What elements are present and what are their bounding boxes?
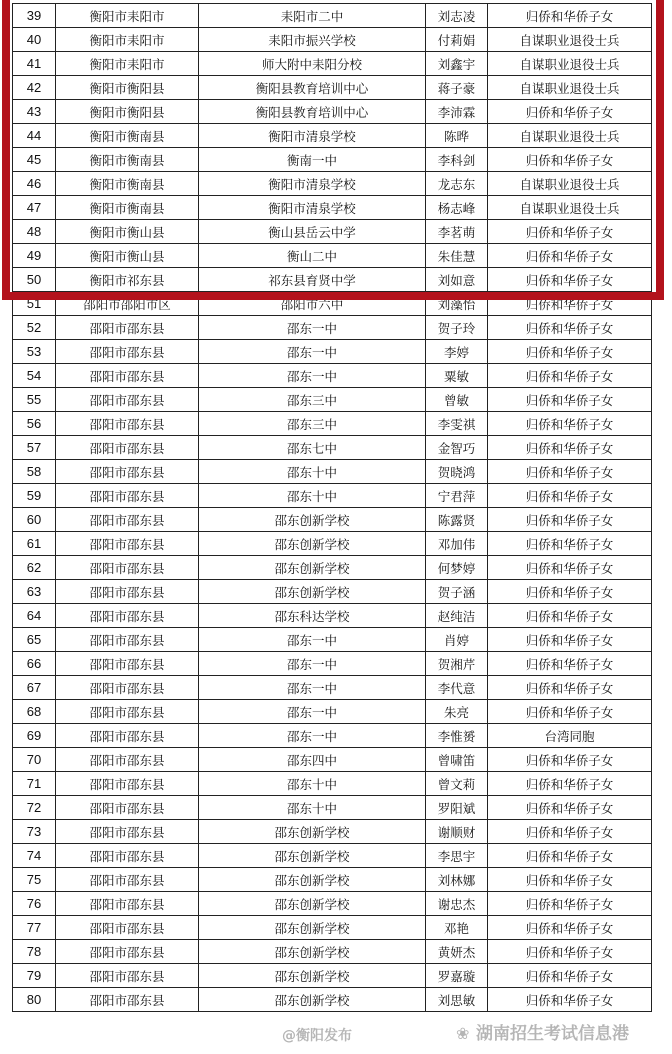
row-number-cell: 74 xyxy=(13,844,56,868)
category-cell: 归侨和华侨子女 xyxy=(488,700,652,724)
table-row xyxy=(13,604,652,628)
row-number-cell: 60 xyxy=(13,508,56,532)
category-cell: 归侨和华侨子女 xyxy=(488,772,652,796)
row-number-cell: 65 xyxy=(13,628,56,652)
school-cell: 邵东一中 xyxy=(199,700,426,724)
row-number-cell: 69 xyxy=(13,724,56,748)
row-number-cell: 45 xyxy=(13,148,56,172)
category-cell: 归侨和华侨子女 xyxy=(488,820,652,844)
row-number-cell: 73 xyxy=(13,820,56,844)
region-cell: 邵阳市邵东县 xyxy=(56,628,199,652)
region-cell: 邵阳市邵东县 xyxy=(56,676,199,700)
row-number-cell: 62 xyxy=(13,556,56,580)
category-cell: 归侨和华侨子女 xyxy=(488,532,652,556)
region-cell: 邵阳市邵东县 xyxy=(56,532,199,556)
region-cell: 衡阳市耒阳市 xyxy=(56,28,199,52)
school-cell: 邵东十中 xyxy=(199,484,426,508)
table-row xyxy=(13,652,652,676)
table-row xyxy=(13,844,652,868)
row-number-cell: 48 xyxy=(13,220,56,244)
student-name-cell: 朱亮 xyxy=(426,700,488,724)
school-cell: 邵东科达学校 xyxy=(199,604,426,628)
category-cell: 自谋职业退役士兵 xyxy=(488,52,652,76)
student-name-cell: 李茗萌 xyxy=(426,220,488,244)
school-cell: 邵东创新学校 xyxy=(199,556,426,580)
student-name-cell: 何梦婷 xyxy=(426,556,488,580)
table-row xyxy=(13,268,652,292)
region-cell: 邵阳市邵东县 xyxy=(56,340,199,364)
row-number-cell: 80 xyxy=(13,988,56,1012)
table-row xyxy=(13,316,652,340)
category-cell: 归侨和华侨子女 xyxy=(488,844,652,868)
table-row xyxy=(13,124,652,148)
category-cell: 归侨和华侨子女 xyxy=(488,508,652,532)
row-number-cell: 41 xyxy=(13,52,56,76)
school-cell: 邵东创新学校 xyxy=(199,532,426,556)
table-row xyxy=(13,436,652,460)
category-cell: 归侨和华侨子女 xyxy=(488,316,652,340)
region-cell: 邵阳市邵东县 xyxy=(56,868,199,892)
school-cell: 邵东一中 xyxy=(199,676,426,700)
student-name-cell: 李惟赟 xyxy=(426,724,488,748)
category-cell: 归侨和华侨子女 xyxy=(488,388,652,412)
school-cell: 邵东创新学校 xyxy=(199,916,426,940)
table-row xyxy=(13,4,652,28)
category-cell: 归侨和华侨子女 xyxy=(488,964,652,988)
region-cell: 邵阳市邵东县 xyxy=(56,652,199,676)
table-row xyxy=(13,412,652,436)
row-number-cell: 42 xyxy=(13,76,56,100)
category-cell: 归侨和华侨子女 xyxy=(488,988,652,1012)
region-cell: 邵阳市邵东县 xyxy=(56,964,199,988)
student-name-cell: 曾文莉 xyxy=(426,772,488,796)
student-name-cell: 贺子涵 xyxy=(426,580,488,604)
school-cell: 邵东十中 xyxy=(199,772,426,796)
row-number-cell: 71 xyxy=(13,772,56,796)
row-number-cell: 75 xyxy=(13,868,56,892)
student-name-cell: 贺湘芹 xyxy=(426,652,488,676)
category-cell: 归侨和华侨子女 xyxy=(488,436,652,460)
student-name-cell: 李雯祺 xyxy=(426,412,488,436)
row-number-cell: 61 xyxy=(13,532,56,556)
table-row xyxy=(13,772,652,796)
table-row xyxy=(13,244,652,268)
school-cell: 衡阳市清泉学校 xyxy=(199,124,426,148)
school-cell: 邵东创新学校 xyxy=(199,892,426,916)
school-cell: 邵东创新学校 xyxy=(199,940,426,964)
row-number-cell: 50 xyxy=(13,268,56,292)
table-row xyxy=(13,100,652,124)
watermark-weibo: @衡阳发布 xyxy=(282,1028,352,1044)
student-name-cell: 金智巧 xyxy=(426,436,488,460)
school-cell: 耒阳市振兴学校 xyxy=(199,28,426,52)
category-cell: 自谋职业退役士兵 xyxy=(488,196,652,220)
row-number-cell: 51 xyxy=(13,292,56,316)
table-row xyxy=(13,388,652,412)
region-cell: 衡阳市衡山县 xyxy=(56,220,199,244)
region-cell: 邵阳市邵东县 xyxy=(56,988,199,1012)
school-cell: 邵东创新学校 xyxy=(199,868,426,892)
region-cell: 邵阳市邵东县 xyxy=(56,820,199,844)
region-cell: 邵阳市邵东县 xyxy=(56,892,199,916)
category-cell: 归侨和华侨子女 xyxy=(488,292,652,316)
region-cell: 邵阳市邵东县 xyxy=(56,556,199,580)
student-name-cell: 曾敏 xyxy=(426,388,488,412)
watermark-source: 湖南招生考试信息港 xyxy=(476,1024,629,1044)
region-cell: 邵阳市邵东县 xyxy=(56,508,199,532)
row-number-cell: 64 xyxy=(13,604,56,628)
row-number-cell: 57 xyxy=(13,436,56,460)
student-name-cell: 李婷 xyxy=(426,340,488,364)
region-cell: 邵阳市邵东县 xyxy=(56,724,199,748)
student-name-cell: 李科剑 xyxy=(426,148,488,172)
row-number-cell: 68 xyxy=(13,700,56,724)
table-row xyxy=(13,892,652,916)
school-cell: 邵东三中 xyxy=(199,412,426,436)
school-cell: 邵阳市六中 xyxy=(199,292,426,316)
school-cell: 邵东四中 xyxy=(199,748,426,772)
school-cell: 邵东一中 xyxy=(199,628,426,652)
table-row xyxy=(13,52,652,76)
school-cell: 衡阳市清泉学校 xyxy=(199,172,426,196)
region-cell: 衡阳市衡阳县 xyxy=(56,76,199,100)
category-cell: 自谋职业退役士兵 xyxy=(488,76,652,100)
table-row xyxy=(13,988,652,1012)
school-cell: 邵东创新学校 xyxy=(199,844,426,868)
table-row xyxy=(13,76,652,100)
row-number-cell: 53 xyxy=(13,340,56,364)
row-number-cell: 67 xyxy=(13,676,56,700)
wechat-icon: ❀ xyxy=(456,1024,470,1043)
category-cell: 归侨和华侨子女 xyxy=(488,940,652,964)
school-cell: 邵东一中 xyxy=(199,364,426,388)
region-cell: 邵阳市邵阳市区 xyxy=(56,292,199,316)
region-cell: 邵阳市邵东县 xyxy=(56,844,199,868)
category-cell: 归侨和华侨子女 xyxy=(488,148,652,172)
student-name-cell: 李沛霖 xyxy=(426,100,488,124)
category-cell: 自谋职业退役士兵 xyxy=(488,124,652,148)
category-cell: 归侨和华侨子女 xyxy=(488,748,652,772)
row-number-cell: 39 xyxy=(13,4,56,28)
region-cell: 邵阳市邵东县 xyxy=(56,772,199,796)
student-name-cell: 贺子玲 xyxy=(426,316,488,340)
row-number-cell: 76 xyxy=(13,892,56,916)
region-cell: 衡阳市衡阳县 xyxy=(56,100,199,124)
category-cell: 归侨和华侨子女 xyxy=(488,580,652,604)
table-row xyxy=(13,724,652,748)
student-name-cell: 陈露贤 xyxy=(426,508,488,532)
student-name-cell: 朱佳慧 xyxy=(426,244,488,268)
category-cell: 归侨和华侨子女 xyxy=(488,484,652,508)
school-cell: 师大附中耒阳分校 xyxy=(199,52,426,76)
student-name-cell: 陈晔 xyxy=(426,124,488,148)
region-cell: 邵阳市邵东县 xyxy=(56,436,199,460)
region-cell: 邵阳市邵东县 xyxy=(56,388,199,412)
category-cell: 归侨和华侨子女 xyxy=(488,268,652,292)
school-cell: 邵东创新学校 xyxy=(199,988,426,1012)
student-name-cell: 付莉娟 xyxy=(426,28,488,52)
table-row xyxy=(13,292,652,316)
category-cell: 台湾同胞 xyxy=(488,724,652,748)
student-name-cell: 邓加伟 xyxy=(426,532,488,556)
student-name-cell: 谢顺财 xyxy=(426,820,488,844)
student-name-cell: 邓艳 xyxy=(426,916,488,940)
region-cell: 邵阳市邵东县 xyxy=(56,604,199,628)
student-name-cell: 赵纯洁 xyxy=(426,604,488,628)
region-cell: 邵阳市邵东县 xyxy=(56,700,199,724)
student-name-cell: 谢忠杰 xyxy=(426,892,488,916)
region-cell: 衡阳市衡南县 xyxy=(56,172,199,196)
region-cell: 邵阳市邵东县 xyxy=(56,460,199,484)
school-cell: 衡山二中 xyxy=(199,244,426,268)
student-name-cell: 刘思敏 xyxy=(426,988,488,1012)
school-cell: 邵东七中 xyxy=(199,436,426,460)
table-row xyxy=(13,364,652,388)
student-name-cell: 刘如意 xyxy=(426,268,488,292)
row-number-cell: 43 xyxy=(13,100,56,124)
table-row xyxy=(13,796,652,820)
school-cell: 邵东创新学校 xyxy=(199,580,426,604)
region-cell: 衡阳市祁东县 xyxy=(56,268,199,292)
school-cell: 邵东一中 xyxy=(199,340,426,364)
table-row xyxy=(13,172,652,196)
row-number-cell: 77 xyxy=(13,916,56,940)
table-row xyxy=(13,556,652,580)
school-cell: 衡山县岳云中学 xyxy=(199,220,426,244)
table-row xyxy=(13,868,652,892)
table-row xyxy=(13,484,652,508)
row-number-cell: 52 xyxy=(13,316,56,340)
category-cell: 归侨和华侨子女 xyxy=(488,892,652,916)
student-name-cell: 贺晓鸿 xyxy=(426,460,488,484)
category-cell: 归侨和华侨子女 xyxy=(488,916,652,940)
candidate-table xyxy=(12,3,652,1012)
row-number-cell: 54 xyxy=(13,364,56,388)
row-number-cell: 56 xyxy=(13,412,56,436)
table-row xyxy=(13,700,652,724)
region-cell: 邵阳市邵东县 xyxy=(56,412,199,436)
school-cell: 邵东一中 xyxy=(199,652,426,676)
category-cell: 归侨和华侨子女 xyxy=(488,868,652,892)
region-cell: 邵阳市邵东县 xyxy=(56,316,199,340)
region-cell: 邵阳市邵东县 xyxy=(56,916,199,940)
region-cell: 衡阳市耒阳市 xyxy=(56,4,199,28)
category-cell: 自谋职业退役士兵 xyxy=(488,28,652,52)
table-row xyxy=(13,508,652,532)
row-number-cell: 72 xyxy=(13,796,56,820)
school-cell: 祁东县育贤中学 xyxy=(199,268,426,292)
region-cell: 衡阳市衡山县 xyxy=(56,244,199,268)
school-cell: 衡阳县教育培训中心 xyxy=(199,100,426,124)
category-cell: 归侨和华侨子女 xyxy=(488,604,652,628)
category-cell: 归侨和华侨子女 xyxy=(488,628,652,652)
table-row xyxy=(13,532,652,556)
school-cell: 邵东三中 xyxy=(199,388,426,412)
school-cell: 邵东十中 xyxy=(199,460,426,484)
row-number-cell: 63 xyxy=(13,580,56,604)
table-row xyxy=(13,820,652,844)
student-name-cell: 蒋子豪 xyxy=(426,76,488,100)
school-cell: 邵东一中 xyxy=(199,316,426,340)
student-name-cell: 罗阳斌 xyxy=(426,796,488,820)
student-name-cell: 杨志峰 xyxy=(426,196,488,220)
table-row xyxy=(13,148,652,172)
school-cell: 邵东十中 xyxy=(199,796,426,820)
row-number-cell: 79 xyxy=(13,964,56,988)
table-row xyxy=(13,220,652,244)
school-cell: 邵东创新学校 xyxy=(199,820,426,844)
table-row xyxy=(13,964,652,988)
category-cell: 归侨和华侨子女 xyxy=(488,556,652,580)
table-row xyxy=(13,916,652,940)
region-cell: 衡阳市衡南县 xyxy=(56,124,199,148)
table-row xyxy=(13,628,652,652)
student-name-cell: 龙志东 xyxy=(426,172,488,196)
student-name-cell: 肖婷 xyxy=(426,628,488,652)
category-cell: 归侨和华侨子女 xyxy=(488,4,652,28)
category-cell: 归侨和华侨子女 xyxy=(488,364,652,388)
row-number-cell: 78 xyxy=(13,940,56,964)
student-name-cell: 刘鑫宇 xyxy=(426,52,488,76)
row-number-cell: 55 xyxy=(13,388,56,412)
category-cell: 归侨和华侨子女 xyxy=(488,676,652,700)
student-name-cell: 宁君萍 xyxy=(426,484,488,508)
category-cell: 归侨和华侨子女 xyxy=(488,796,652,820)
row-number-cell: 58 xyxy=(13,460,56,484)
student-name-cell: 李代意 xyxy=(426,676,488,700)
region-cell: 邵阳市邵东县 xyxy=(56,940,199,964)
school-cell: 衡阳市清泉学校 xyxy=(199,196,426,220)
student-name-cell: 罗嘉璇 xyxy=(426,964,488,988)
region-cell: 衡阳市衡南县 xyxy=(56,148,199,172)
region-cell: 邵阳市邵东县 xyxy=(56,580,199,604)
category-cell: 归侨和华侨子女 xyxy=(488,460,652,484)
table-row xyxy=(13,28,652,52)
category-cell: 自谋职业退役士兵 xyxy=(488,172,652,196)
table-row xyxy=(13,676,652,700)
school-cell: 衡阳县教育培训中心 xyxy=(199,76,426,100)
student-name-cell: 刘藻怡 xyxy=(426,292,488,316)
category-cell: 归侨和华侨子女 xyxy=(488,220,652,244)
category-cell: 归侨和华侨子女 xyxy=(488,652,652,676)
table-row xyxy=(13,748,652,772)
student-name-cell: 李思宇 xyxy=(426,844,488,868)
row-number-cell: 40 xyxy=(13,28,56,52)
row-number-cell: 47 xyxy=(13,196,56,220)
row-number-cell: 49 xyxy=(13,244,56,268)
student-name-cell: 曾啸笛 xyxy=(426,748,488,772)
student-name-cell: 粟敏 xyxy=(426,364,488,388)
school-cell: 邵东创新学校 xyxy=(199,964,426,988)
region-cell: 邵阳市邵东县 xyxy=(56,796,199,820)
region-cell: 衡阳市衡南县 xyxy=(56,196,199,220)
table-row xyxy=(13,580,652,604)
school-cell: 邵东一中 xyxy=(199,724,426,748)
table-row xyxy=(13,460,652,484)
category-cell: 归侨和华侨子女 xyxy=(488,244,652,268)
region-cell: 邵阳市邵东县 xyxy=(56,364,199,388)
student-name-cell: 刘志凌 xyxy=(426,4,488,28)
table-row xyxy=(13,940,652,964)
region-cell: 衡阳市耒阳市 xyxy=(56,52,199,76)
row-number-cell: 44 xyxy=(13,124,56,148)
school-cell: 耒阳市二中 xyxy=(199,4,426,28)
region-cell: 邵阳市邵东县 xyxy=(56,748,199,772)
row-number-cell: 46 xyxy=(13,172,56,196)
row-number-cell: 70 xyxy=(13,748,56,772)
school-cell: 邵东创新学校 xyxy=(199,508,426,532)
student-name-cell: 黄妍杰 xyxy=(426,940,488,964)
category-cell: 归侨和华侨子女 xyxy=(488,100,652,124)
row-number-cell: 66 xyxy=(13,652,56,676)
category-cell: 归侨和华侨子女 xyxy=(488,340,652,364)
table-row xyxy=(13,340,652,364)
student-name-cell: 刘林娜 xyxy=(426,868,488,892)
row-number-cell: 59 xyxy=(13,484,56,508)
category-cell: 归侨和华侨子女 xyxy=(488,412,652,436)
region-cell: 邵阳市邵东县 xyxy=(56,484,199,508)
table-row xyxy=(13,196,652,220)
school-cell: 衡南一中 xyxy=(199,148,426,172)
